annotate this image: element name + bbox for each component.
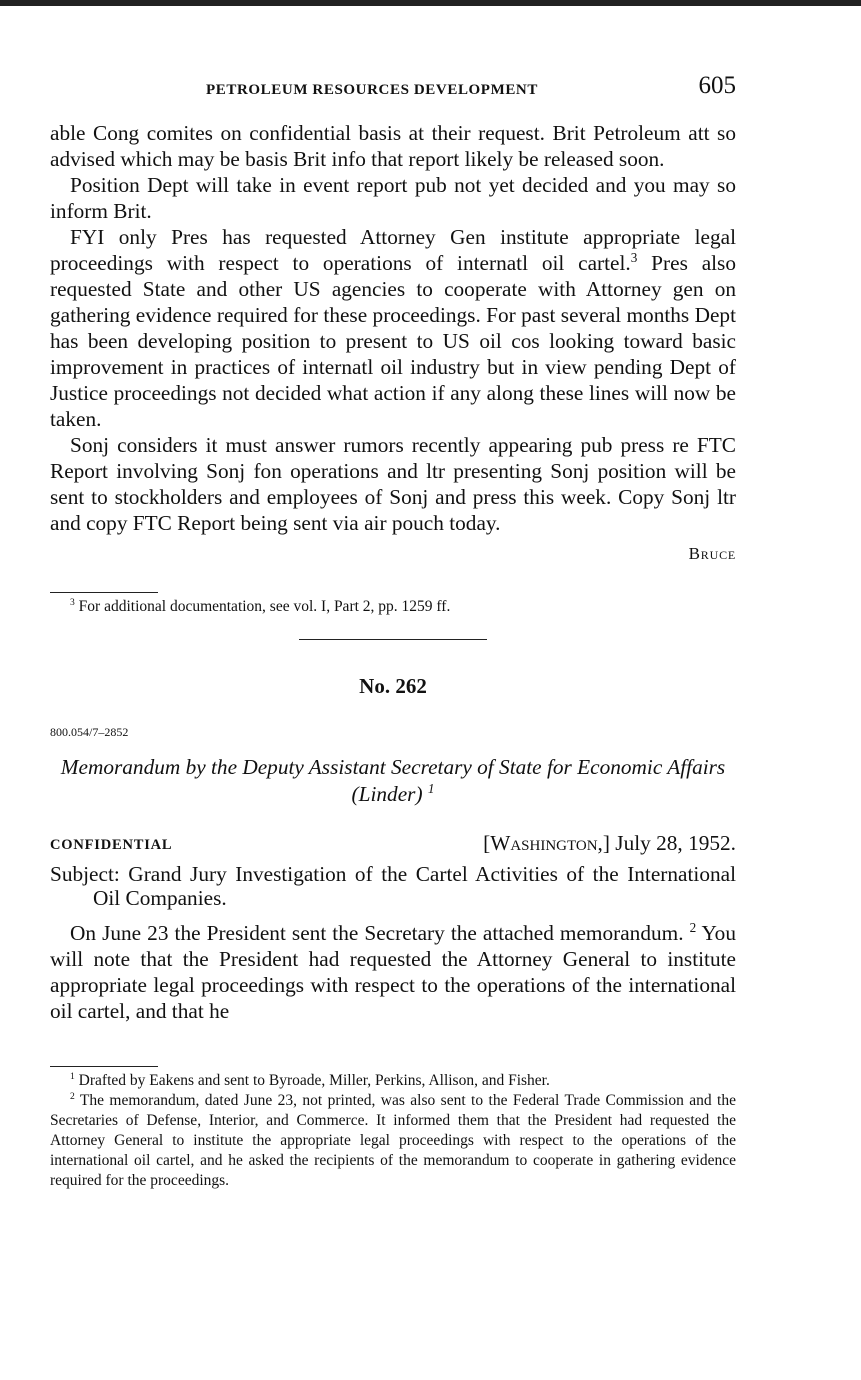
telegram-paragraph-3-continued: Pres also requested State and other US agencies to cooperate with Attorney gen on gathering evidence required for these proceedings. For past several months Dept has been developing position to present to US oil cos looking toward basic improvement in practices of internatl oil industry but in view pending Dept of Justice proceedings not decided what action if any along these lines will now be taken. [50,251,736,431]
dateline-date: July 28, 1952. [609,831,736,855]
footnote-ref-1: 1 [427,780,435,796]
running-head [50,70,736,106]
telegram-paragraph-1: able Cong comites on confidential basis at their request. Brit Petroleum att so advised which may be basis Brit info that report likely be released soon. [50,121,736,171]
footnote-divider [50,592,158,593]
running-title: PETROLEUM RESOURCES DEVELOPMENT [206,82,538,98]
footnote-ref-2: 2 [689,919,697,935]
footnote-3-text: For additional documentation, see vol. I, Part 2, pp. 1259 ff. [74,598,451,615]
footnote-1 [50,1071,736,1091]
memo-title-text: Memorandum by the Deputy Assistant Secretary of State for Economic Affairs (Linder) [60,755,726,806]
page-top-edge [0,0,861,6]
telegram-paragraph-2: Position Dept will take in event report pub not yet decided and you may so inform Brit. [50,173,736,223]
footnote-2-marker: 2 [70,1090,75,1102]
footnote-2 [50,1091,736,1191]
footnote-ref-3: 3 [630,249,638,265]
classification: CONFIDENTIAL [50,837,173,853]
footnote-3-marker: 3 [70,596,75,608]
memo-subject: Subject: Grand Jury Investigation of the Cartel Activities of the International Oil Companies. [50,862,736,910]
memo-paragraph-1 [50,920,736,1024]
page-number: 605 [698,72,736,99]
telegram-paragraph-3-text: FYI only Pres has requested Attorney Gen institute appropriate legal proceedings with respect to operations of internatl oil cartel. [50,225,736,275]
footnote-2-text: The memorandum, dated June 23, not printed, was also sent to the Federal Trade Commission and the Secretaries of Defense, Interior, and Commerce. It informed them that the President had requested the Attorney General to institute the appropriate legal proceedings with respect to the operations of the international oil cartel, and he asked the recipients of the memorandum to cooperate in gathering evidence required for the proceedings. [50,1092,736,1189]
section-divider [299,639,487,640]
telegram-paragraph-4: Sonj considers it must answer rumors recently appearing pub press re FTC Report involving Sonj fon operations and ltr presenting Sonj position will be sent to stockholders and employees of Sonj and press this week. Copy Sonj ltr and copy FTC Report being sent via air pouch today. [50,433,736,535]
memo-paragraph-1-text: On June 23 the President sent the Secretary the attached memorandum. [70,921,684,945]
memo-title [50,754,736,808]
footnote-1-marker: 1 [70,1070,75,1082]
footnote-divider-2 [50,1066,158,1067]
classification-line [50,830,736,856]
document-page [50,70,736,1191]
footnote-3 [50,597,736,617]
footnote-1-text: Drafted by Eakens and sent to Byroade, Miller, Perkins, Allison, and Fisher. [74,1072,550,1089]
file-reference: 800.054/7–2852 [50,725,129,739]
memo-paragraph-1-continued: You will note that the President had requested the Attorney General to institute appropriate legal proceedings with respect to the operations of the international oil cartel, and that he [50,921,736,1023]
document-number: No. 262 [359,674,427,698]
dateline-place: Washington, [490,831,603,855]
signature: Bruce [688,544,736,563]
telegram-paragraph-3 [50,224,736,432]
dateline: [Washington,] July 28, 1952. [483,831,736,855]
